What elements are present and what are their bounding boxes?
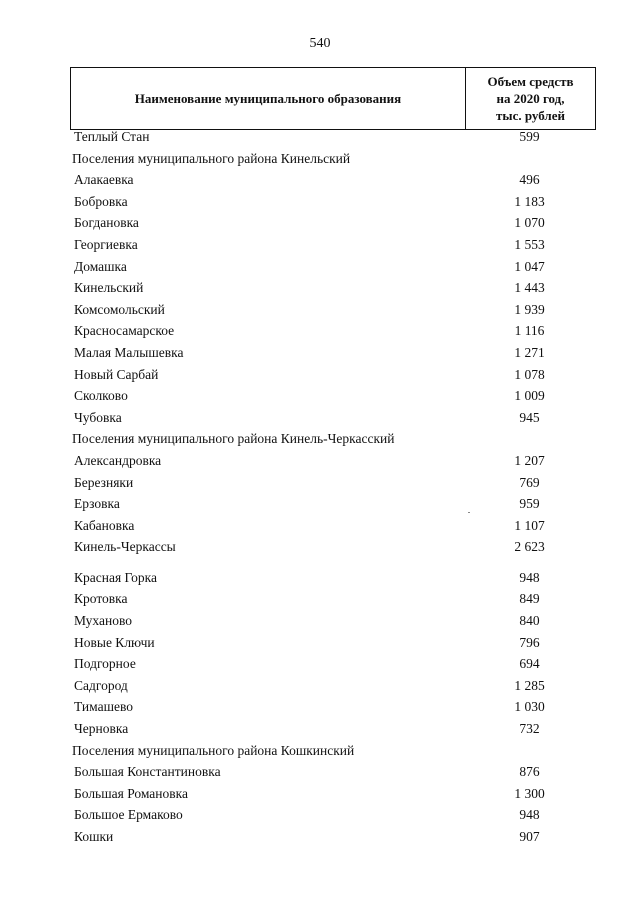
municipality-name: Чубовка: [74, 409, 122, 425]
amount-value: 1 047: [514, 258, 545, 274]
section-heading-row: [70, 428, 596, 450]
table-row: [70, 493, 596, 515]
municipality-name: Большая Романовка: [74, 785, 188, 801]
municipality-name: Кошки: [74, 829, 114, 844]
table-row: [70, 450, 596, 472]
municipality-name: Кабановка: [74, 517, 135, 533]
table-row: [70, 472, 596, 494]
table-row: [70, 277, 596, 299]
table-row: [70, 567, 596, 589]
amount-value: 945: [519, 409, 540, 425]
municipality-name: Ерзовка: [74, 496, 120, 512]
column-header-amount-line-3: тыс. рублей: [496, 108, 565, 123]
amount-value: 1 207: [514, 452, 545, 468]
column-header-amount-line-1: Объем средств: [487, 74, 574, 89]
table-row: [70, 675, 596, 697]
section-heading: Поселения муниципального района Кинель-Черкасский: [72, 431, 395, 447]
section-heading: Поселения муниципального района Кошкинский: [72, 742, 355, 758]
amount-value: 1 939: [514, 301, 545, 317]
table-row: [70, 256, 596, 278]
column-header-amount: [466, 68, 595, 129]
page-number: 540: [309, 36, 331, 51]
municipality-name: Тимашево: [74, 699, 133, 715]
municipality-name: Большое Ермаково: [74, 807, 183, 823]
municipality-name: Александровка: [74, 452, 162, 468]
municipality-name: Новый Сарбай: [74, 366, 159, 382]
section-heading-row: [70, 148, 596, 170]
municipality-name: Муханово: [74, 613, 132, 629]
amount-value: 1 107: [514, 517, 545, 533]
amount-value: 732: [519, 721, 540, 737]
municipality-name: Красная Горка: [74, 569, 158, 585]
amount-value: 1 070: [514, 215, 545, 231]
municipality-name: Кротовка: [74, 591, 128, 607]
table-header: [70, 67, 596, 130]
amount-value: 849: [519, 591, 540, 607]
table-row: [70, 696, 596, 718]
amount-value: 496: [519, 172, 540, 188]
amount-value: 1 300: [514, 785, 545, 801]
amount-value: 1 443: [514, 280, 545, 296]
scan-speck: [468, 512, 470, 513]
municipality-name: Новые Ключи: [74, 634, 155, 650]
municipality-name: Богдановка: [74, 215, 139, 231]
table-row: [70, 320, 596, 342]
section-heading: Поселения муниципального района Кинельский: [72, 150, 351, 166]
table-body: [70, 130, 596, 848]
table-row: [70, 126, 596, 148]
municipality-name: Подгорное: [74, 656, 136, 672]
municipality-name: Домашка: [74, 258, 127, 274]
municipality-name: Теплый Стан: [74, 129, 150, 144]
table-row: [70, 385, 596, 407]
amount-value: 1 078: [514, 366, 545, 382]
table-row: [70, 718, 596, 740]
table-row: [70, 610, 596, 632]
amount-value: 1 553: [514, 236, 545, 252]
table-row: [70, 804, 596, 826]
table-row: [70, 191, 596, 213]
municipality-name: Георгиевка: [74, 236, 138, 252]
table-row: [70, 169, 596, 191]
amount-value: 2 623: [514, 539, 545, 555]
table-row: [70, 826, 596, 848]
amount-value: 1 009: [514, 388, 545, 404]
municipality-name: Березняки: [74, 474, 134, 490]
municipality-name: Малая Малышевка: [74, 344, 184, 360]
amount-value: 959: [519, 496, 540, 512]
table-row: [70, 212, 596, 234]
table-row: [70, 783, 596, 805]
amount-value: 1 030: [514, 699, 545, 715]
municipality-name: Садгород: [74, 677, 128, 693]
table-row: [70, 761, 596, 783]
municipality-name: Алакаевка: [74, 172, 134, 188]
amount-value: 1 183: [514, 193, 545, 209]
amount-value: 796: [519, 634, 540, 650]
section-heading-row: [70, 740, 596, 762]
table-row: [70, 364, 596, 386]
table-row: [70, 299, 596, 321]
municipality-name: Черновка: [74, 721, 129, 737]
amount-value: 1 116: [514, 323, 545, 339]
municipality-name: Кинельский: [74, 280, 144, 296]
municipality-name: Сколково: [74, 388, 128, 404]
amount-value: 769: [519, 474, 540, 490]
amount-value: 1 285: [514, 677, 545, 693]
table-row: [70, 515, 596, 537]
column-header-amount-line-2: на 2020 год,: [496, 91, 565, 106]
amount-value: 840: [519, 613, 540, 629]
table-row: [70, 536, 596, 558]
municipality-name: Бобровка: [74, 193, 128, 209]
table-row: [70, 342, 596, 364]
amount-value: 948: [519, 807, 540, 823]
table-row: [70, 407, 596, 429]
table-row: [70, 632, 596, 654]
table-row: [70, 653, 596, 675]
amount-value: 907: [519, 829, 540, 844]
table-row: [70, 588, 596, 610]
amount-value: 694: [519, 656, 540, 672]
municipality-name: Кинель-Черкассы: [74, 539, 176, 555]
table-row: [70, 234, 596, 256]
municipality-name: Красносамарское: [74, 323, 175, 339]
amount-value: 599: [519, 129, 540, 144]
amount-value: 1 271: [514, 344, 545, 360]
amount-value: 948: [519, 569, 540, 585]
column-header-name: Наименование муниципального образования: [134, 90, 402, 106]
amount-value: 876: [519, 764, 540, 780]
municipality-name: Комсомольский: [74, 301, 165, 317]
municipality-name: Большая Константиновка: [74, 764, 221, 780]
